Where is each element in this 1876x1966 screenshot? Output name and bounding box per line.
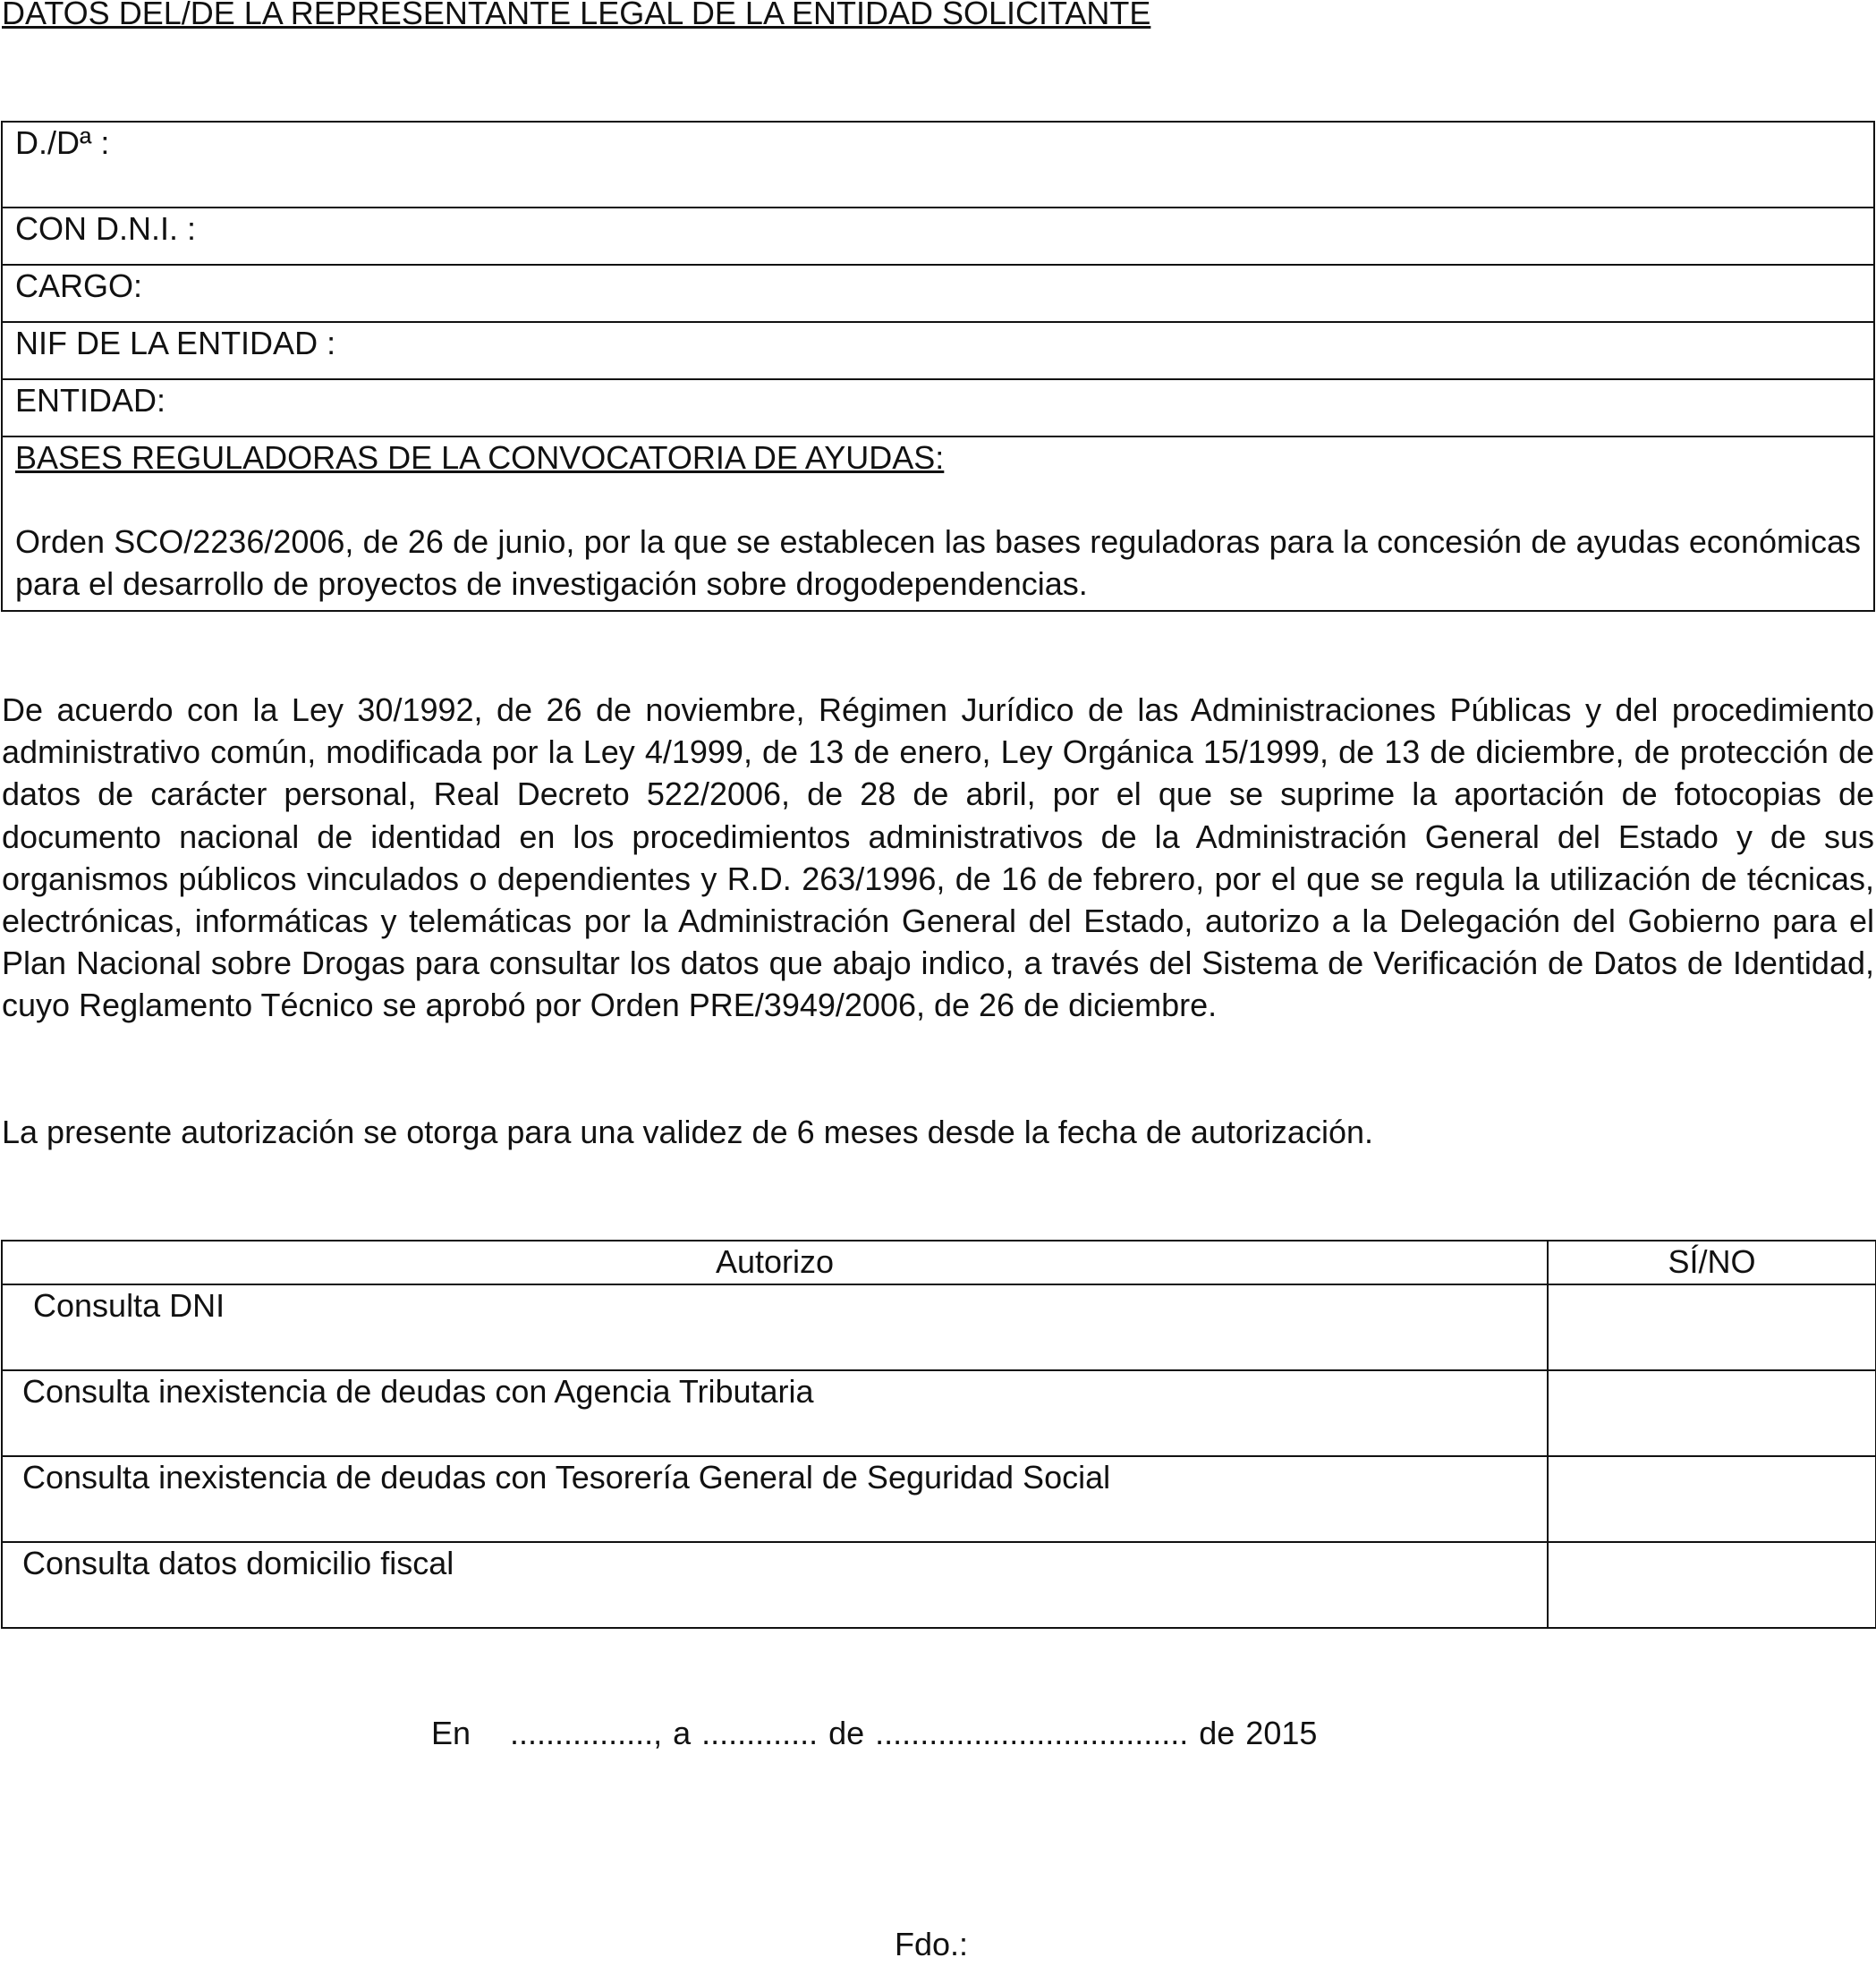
table-row <box>2 1284 1876 1370</box>
bases-cell <box>2 436 1874 611</box>
authorization-table <box>1 1240 1876 1629</box>
auth-answer-cell[interactable] <box>1548 1370 1876 1456</box>
bases-heading: BASES REGULADORAS DE LA CONVOCATORIA DE AYUDAS: <box>15 439 945 476</box>
table-row <box>2 265 1874 322</box>
table-row <box>2 379 1874 436</box>
bases-text: Orden SCO/2236/2006, de 26 de junio, por la que se establecen las bases reguladoras para la concesión de ayudas económicas para el desarrollo de proyectos de investigación sobre drogodependencias. <box>15 522 1861 602</box>
table-row <box>2 436 1874 611</box>
table-row <box>2 1542 1876 1628</box>
table-row <box>2 1370 1876 1456</box>
auth-item-label: Consulta inexistencia de deudas con Tesorería General de Seguridad Social <box>2 1456 1548 1542</box>
table-row <box>2 322 1874 379</box>
field-entidad-label[interactable]: ENTIDAD: <box>2 379 1874 436</box>
date-line-blanks[interactable]: ................, a ............. de ................................... de 2015 <box>510 1715 1318 1751</box>
representative-data-table <box>1 121 1875 612</box>
table-row <box>2 208 1874 265</box>
auth-item-label: Consulta DNI <box>2 1284 1548 1370</box>
signature-label: Fdo.: <box>895 1926 969 1962</box>
field-name-label[interactable]: D./Dª : <box>2 122 1874 208</box>
field-nif-label[interactable]: NIF DE LA ENTIDAD : <box>2 322 1874 379</box>
auth-item-label: Consulta inexistencia de deudas con Agencia Tributaria <box>2 1370 1548 1456</box>
auth-answer-cell[interactable] <box>1548 1456 1876 1542</box>
field-dni-label[interactable]: CON D.N.I. : <box>2 208 1874 265</box>
document-title: DATOS DEL/DE LA REPRESENTANTE LEGAL DE LA ENTIDAD SOLICITANTE <box>2 0 1151 31</box>
column-header-autorizo: Autorizo <box>2 1241 1548 1284</box>
date-line-prefix: En <box>431 1715 471 1751</box>
field-cargo-label[interactable]: CARGO: <box>2 265 1874 322</box>
legal-paragraph: De acuerdo con la Ley 30/1992, de 26 de noviembre, Régimen Jurídico de las Administraciones Públicas y del procedimiento administrativo común, modificada por la Ley 4/1999, de 13 de enero, Ley Orgánica 15/1999, de 13 de diciembre, de protección de datos de carácter personal, Real Decreto 522/2006, de 28 de abril, por el que se suprime la aportación de fotocopias de documento nacional de identidad en los procedimientos administrativos de la Administración General del Estado y de sus organismos públicos vinculados o dependientes y R.D. 263/1996, de 16 de febrero, por el que se regula la utilización de técnicas, electrónicas, informáticas y telemáticas por la Administración General del Estado, autorizo a la Delegación del Gobierno para el Plan Nacional sobre Drogas para consultar los datos que abajo indico, a través del Sistema de Verificación de Datos de Identidad, cuyo Reglamento Técnico se aprobó por Orden PRE/3949/2006, de 26 de diciembre. <box>2 691 1874 1024</box>
place-date-line <box>431 1713 1317 1755</box>
table-row <box>2 122 1874 208</box>
table-row <box>2 1456 1876 1542</box>
column-header-si-no: SÍ/NO <box>1548 1241 1876 1284</box>
auth-item-label: Consulta datos domicilio fiscal <box>2 1542 1548 1628</box>
table-header-row <box>2 1241 1876 1284</box>
auth-answer-cell[interactable] <box>1548 1542 1876 1628</box>
validity-statement: La presente autorización se otorga para una validez de 6 meses desde la fecha de autorización. <box>2 1114 1373 1150</box>
auth-answer-cell[interactable] <box>1548 1284 1876 1370</box>
